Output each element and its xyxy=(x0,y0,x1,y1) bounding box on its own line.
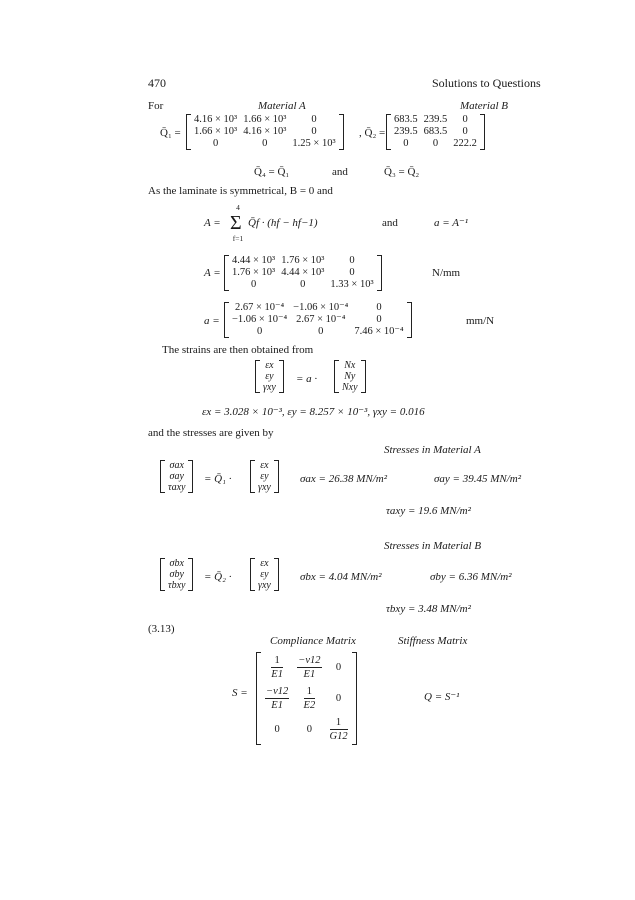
a-small-matrix-label: a = xyxy=(204,315,220,327)
material-b-heading: Material B xyxy=(460,100,508,112)
stress-a-operator: = Q̄₁ · xyxy=(204,473,232,485)
material-a-heading: Material A xyxy=(258,100,306,112)
a-matrix-unit: N/mm xyxy=(432,267,461,279)
stress-b-sx: σbx = 4.04 MN/m² xyxy=(300,571,382,583)
q2-matrix: 683.5 239.5 0 239.5 683.5 0 0 0 222.2 xyxy=(386,114,485,150)
stress-b-operator: = Q̄₂ · xyxy=(204,571,232,583)
stress-a-strain-vector: εx εy γxy xyxy=(250,460,279,493)
compliance-heading: Compliance Matrix xyxy=(270,635,356,647)
symmetric-text: As the laminate is symmetrical, B = 0 and xyxy=(148,185,333,197)
strain-operator: = a · xyxy=(296,373,318,385)
load-vector: Nx Ny Nxy xyxy=(334,360,366,393)
a-small-matrix-unit: mm/N xyxy=(466,315,495,327)
stress-a-sx: σax = 26.38 MN/m² xyxy=(300,473,388,485)
stresses-b-heading: Stresses in Material B xyxy=(384,540,482,552)
sum-lower: f=1 xyxy=(232,234,244,243)
stresses-text: and the stresses are given by xyxy=(148,427,274,439)
stiffness-equation: Q = S⁻¹ xyxy=(424,691,460,703)
stress-b-txy: τbxy = 3.48 MN/m² xyxy=(386,603,471,615)
sum-body: Q̄f · (hf − hf−1) xyxy=(248,217,318,229)
strain-vector: εx εy γxy xyxy=(255,360,284,393)
stress-a-sy: σay = 39.45 MN/m² xyxy=(434,473,522,485)
stresses-a-heading: Stresses in Material A xyxy=(384,444,481,456)
strain-values: εx = 3.028 × 10⁻³, εy = 8.257 × 10⁻³, γxy = 0.016 xyxy=(202,406,425,418)
q1-matrix: 4.16 × 10³ 1.66 × 10³ 0 1.66 × 10³ 4.16 × 10³ 0 0 0 1.25 × 10³ xyxy=(186,114,344,150)
sum-sign: Σ xyxy=(230,212,242,234)
stress-b-vector: σbx σby τbxy xyxy=(160,558,193,591)
q2-label: , Q̄₂ = xyxy=(359,127,386,139)
stress-b-sy: σby = 6.36 MN/m² xyxy=(430,571,512,583)
running-title: Solutions to Questions xyxy=(432,76,541,90)
and-text-1: and xyxy=(332,166,348,178)
question-reference: (3.13) xyxy=(148,623,175,635)
s-matrix-label: S = xyxy=(232,687,248,699)
q3-equality: Q̄₃ = Q̄₂ xyxy=(384,166,420,178)
page-number: 470 xyxy=(148,76,166,90)
a-inverse: a = A⁻¹ xyxy=(434,217,469,229)
a-matrix-label: A = xyxy=(204,267,221,279)
stress-b-strain-vector: εx εy γxy xyxy=(250,558,279,591)
stress-a-vector: σax σay τaxy xyxy=(160,460,193,493)
sum-upper: 4 xyxy=(236,203,240,212)
and-text-2: and xyxy=(382,217,398,229)
stiffness-heading: Stiffness Matrix xyxy=(398,635,468,647)
q4-equality: Q̄₄ = Q̄₁ xyxy=(254,166,290,178)
q1-label: Q̄₁ = xyxy=(160,127,181,139)
for-label: For xyxy=(148,100,164,112)
strains-text: The strains are then obtained from xyxy=(162,344,314,356)
a-matrix: 4.44 × 10³ 1.76 × 10³ 0 1.76 × 10³ 4.44 × 10³ 0 0 0 1.33 × 10³ xyxy=(224,255,382,291)
a-small-matrix: 2.67 × 10⁻⁴ −1.06 × 10⁻⁴ 0 −1.06 × 10⁻⁴ 2.67 × 10⁻⁴ 0 0 0 7.46 × 10⁻⁴ xyxy=(224,302,412,338)
compliance-matrix: $\frac{1}{E1}$ $\frac{-\nu 12}{E1}$ 0 $\frac{-\nu 12}{E1}$ $\frac{1}{E2}$ 0 0 0 $\frac{1}{G12}$ xyxy=(256,652,357,745)
a-def-lhs: A = xyxy=(204,217,221,229)
stress-a-txy: τaxy = 19.6 MN/m² xyxy=(386,505,471,517)
